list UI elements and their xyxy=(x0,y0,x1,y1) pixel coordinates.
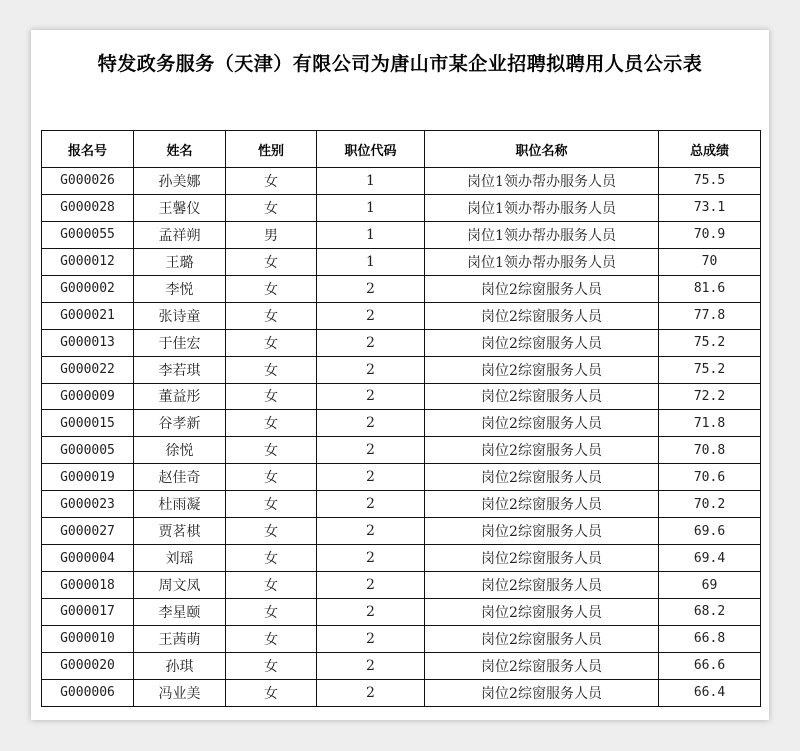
cell-gender: 女 xyxy=(226,410,317,437)
cell-position-name: 岗位2综窗服务人员 xyxy=(425,518,659,545)
header-gender: 性别 xyxy=(226,131,317,168)
table-row xyxy=(42,248,761,275)
cell-registration-no: G000020 xyxy=(42,652,134,679)
cell-total-score: 71.8 xyxy=(659,410,761,437)
cell-name: 孙美娜 xyxy=(134,168,226,195)
cell-name: 李若琪 xyxy=(134,356,226,383)
cell-total-score: 69.6 xyxy=(659,518,761,545)
cell-position-code: 2 xyxy=(317,302,425,329)
table-body xyxy=(42,168,761,707)
table-row xyxy=(42,572,761,599)
header-total-score: 总成绩 xyxy=(659,131,761,168)
cell-total-score: 77.8 xyxy=(659,302,761,329)
cell-gender: 女 xyxy=(226,356,317,383)
cell-total-score: 81.6 xyxy=(659,275,761,302)
table-row xyxy=(42,329,761,356)
cell-total-score: 75.5 xyxy=(659,168,761,195)
cell-position-name: 岗位2综窗服务人员 xyxy=(425,545,659,572)
cell-total-score: 73.1 xyxy=(659,194,761,221)
table-row xyxy=(42,356,761,383)
cell-registration-no: G000018 xyxy=(42,572,134,599)
table-row xyxy=(42,545,761,572)
cell-gender: 女 xyxy=(226,572,317,599)
cell-position-name: 岗位2综窗服务人员 xyxy=(425,652,659,679)
cell-position-code: 2 xyxy=(317,625,425,652)
header-registration-no: 报名号 xyxy=(42,131,134,168)
header-name: 姓名 xyxy=(134,131,226,168)
cell-name: 赵佳奇 xyxy=(134,464,226,491)
cell-gender: 女 xyxy=(226,545,317,572)
cell-name: 徐悦 xyxy=(134,437,226,464)
document-page xyxy=(31,30,769,720)
cell-registration-no: G000017 xyxy=(42,599,134,626)
table-row xyxy=(42,168,761,195)
cell-position-code: 1 xyxy=(317,248,425,275)
cell-position-name: 岗位2综窗服务人员 xyxy=(425,464,659,491)
cell-name: 王璐 xyxy=(134,248,226,275)
cell-registration-no: G000009 xyxy=(42,383,134,410)
cell-name: 王馨仪 xyxy=(134,194,226,221)
table-row xyxy=(42,410,761,437)
candidate-table xyxy=(41,130,761,707)
cell-total-score: 70.6 xyxy=(659,464,761,491)
cell-gender: 女 xyxy=(226,679,317,706)
cell-position-name: 岗位1领办帮办服务人员 xyxy=(425,168,659,195)
cell-total-score: 68.2 xyxy=(659,599,761,626)
cell-registration-no: G000019 xyxy=(42,464,134,491)
table-row xyxy=(42,464,761,491)
cell-gender: 女 xyxy=(226,275,317,302)
cell-registration-no: G000022 xyxy=(42,356,134,383)
cell-registration-no: G000012 xyxy=(42,248,134,275)
cell-gender: 女 xyxy=(226,464,317,491)
cell-gender: 女 xyxy=(226,652,317,679)
cell-gender: 女 xyxy=(226,599,317,626)
cell-position-code: 2 xyxy=(317,491,425,518)
header-position-code: 职位代码 xyxy=(317,131,425,168)
cell-position-name: 岗位2综窗服务人员 xyxy=(425,410,659,437)
cell-registration-no: G000023 xyxy=(42,491,134,518)
cell-position-name: 岗位2综窗服务人员 xyxy=(425,356,659,383)
cell-name: 孟祥朔 xyxy=(134,221,226,248)
cell-position-name: 岗位2综窗服务人员 xyxy=(425,275,659,302)
table-row xyxy=(42,221,761,248)
cell-position-name: 岗位2综窗服务人员 xyxy=(425,437,659,464)
table-row xyxy=(42,599,761,626)
cell-position-code: 2 xyxy=(317,383,425,410)
cell-position-name: 岗位2综窗服务人员 xyxy=(425,679,659,706)
cell-name: 周文凤 xyxy=(134,572,226,599)
cell-position-code: 2 xyxy=(317,572,425,599)
cell-gender: 女 xyxy=(226,248,317,275)
cell-total-score: 66.8 xyxy=(659,625,761,652)
cell-name: 贾茗棋 xyxy=(134,518,226,545)
cell-gender: 女 xyxy=(226,168,317,195)
cell-position-code: 2 xyxy=(317,652,425,679)
cell-gender: 男 xyxy=(226,221,317,248)
cell-name: 杜雨凝 xyxy=(134,491,226,518)
cell-gender: 女 xyxy=(226,491,317,518)
cell-gender: 女 xyxy=(226,437,317,464)
cell-name: 王茜萌 xyxy=(134,625,226,652)
cell-total-score: 66.6 xyxy=(659,652,761,679)
cell-registration-no: G000015 xyxy=(42,410,134,437)
cell-total-score: 70.9 xyxy=(659,221,761,248)
cell-name: 张诗童 xyxy=(134,302,226,329)
cell-name: 李悦 xyxy=(134,275,226,302)
cell-position-code: 2 xyxy=(317,545,425,572)
cell-position-name: 岗位2综窗服务人员 xyxy=(425,625,659,652)
cell-total-score: 69 xyxy=(659,572,761,599)
cell-position-code: 2 xyxy=(317,679,425,706)
cell-position-name: 岗位2综窗服务人员 xyxy=(425,329,659,356)
cell-registration-no: G000010 xyxy=(42,625,134,652)
cell-position-name: 岗位2综窗服务人员 xyxy=(425,572,659,599)
cell-total-score: 66.4 xyxy=(659,679,761,706)
cell-gender: 女 xyxy=(226,329,317,356)
cell-total-score: 70.8 xyxy=(659,437,761,464)
table-row xyxy=(42,302,761,329)
cell-registration-no: G000005 xyxy=(42,437,134,464)
cell-name: 董益彤 xyxy=(134,383,226,410)
cell-gender: 女 xyxy=(226,302,317,329)
cell-position-name: 岗位2综窗服务人员 xyxy=(425,599,659,626)
cell-position-code: 2 xyxy=(317,464,425,491)
cell-registration-no: G000055 xyxy=(42,221,134,248)
cell-position-code: 1 xyxy=(317,221,425,248)
cell-gender: 女 xyxy=(226,625,317,652)
cell-position-code: 1 xyxy=(317,194,425,221)
header-position-name: 职位名称 xyxy=(425,131,659,168)
cell-total-score: 72.2 xyxy=(659,383,761,410)
table-row xyxy=(42,518,761,545)
cell-position-name: 岗位1领办帮办服务人员 xyxy=(425,221,659,248)
cell-gender: 女 xyxy=(226,383,317,410)
cell-name: 于佳宏 xyxy=(134,329,226,356)
cell-position-code: 2 xyxy=(317,437,425,464)
cell-name: 冯业美 xyxy=(134,679,226,706)
table-row xyxy=(42,275,761,302)
cell-position-name: 岗位2综窗服务人员 xyxy=(425,491,659,518)
cell-registration-no: G000021 xyxy=(42,302,134,329)
cell-total-score: 75.2 xyxy=(659,356,761,383)
cell-position-code: 2 xyxy=(317,329,425,356)
cell-total-score: 70.2 xyxy=(659,491,761,518)
table-row xyxy=(42,437,761,464)
cell-registration-no: G000013 xyxy=(42,329,134,356)
cell-name: 李星颐 xyxy=(134,599,226,626)
cell-registration-no: G000006 xyxy=(42,679,134,706)
table-row xyxy=(42,679,761,706)
cell-position-name: 岗位2综窗服务人员 xyxy=(425,383,659,410)
cell-registration-no: G000028 xyxy=(42,194,134,221)
cell-position-name: 岗位1领办帮办服务人员 xyxy=(425,194,659,221)
cell-position-code: 2 xyxy=(317,599,425,626)
cell-position-name: 岗位2综窗服务人员 xyxy=(425,302,659,329)
table-row xyxy=(42,652,761,679)
document-title: 特发政务服务（天津）有限公司为唐山市某企业招聘拟聘用人员公示表 xyxy=(97,53,703,75)
table-row xyxy=(42,625,761,652)
cell-registration-no: G000026 xyxy=(42,168,134,195)
cell-registration-no: G000027 xyxy=(42,518,134,545)
cell-position-name: 岗位1领办帮办服务人员 xyxy=(425,248,659,275)
cell-gender: 女 xyxy=(226,194,317,221)
cell-name: 谷孝新 xyxy=(134,410,226,437)
table-row xyxy=(42,383,761,410)
cell-name: 孙琪 xyxy=(134,652,226,679)
cell-position-code: 2 xyxy=(317,275,425,302)
cell-registration-no: G000004 xyxy=(42,545,134,572)
cell-position-code: 2 xyxy=(317,518,425,545)
cell-position-code: 1 xyxy=(317,168,425,195)
table-row xyxy=(42,194,761,221)
cell-total-score: 69.4 xyxy=(659,545,761,572)
cell-name: 刘瑶 xyxy=(134,545,226,572)
table-row xyxy=(42,491,761,518)
table-header-row xyxy=(42,131,761,168)
cell-position-code: 2 xyxy=(317,410,425,437)
cell-total-score: 70 xyxy=(659,248,761,275)
cell-registration-no: G000002 xyxy=(42,275,134,302)
cell-gender: 女 xyxy=(226,518,317,545)
cell-total-score: 75.2 xyxy=(659,329,761,356)
cell-position-code: 2 xyxy=(317,356,425,383)
